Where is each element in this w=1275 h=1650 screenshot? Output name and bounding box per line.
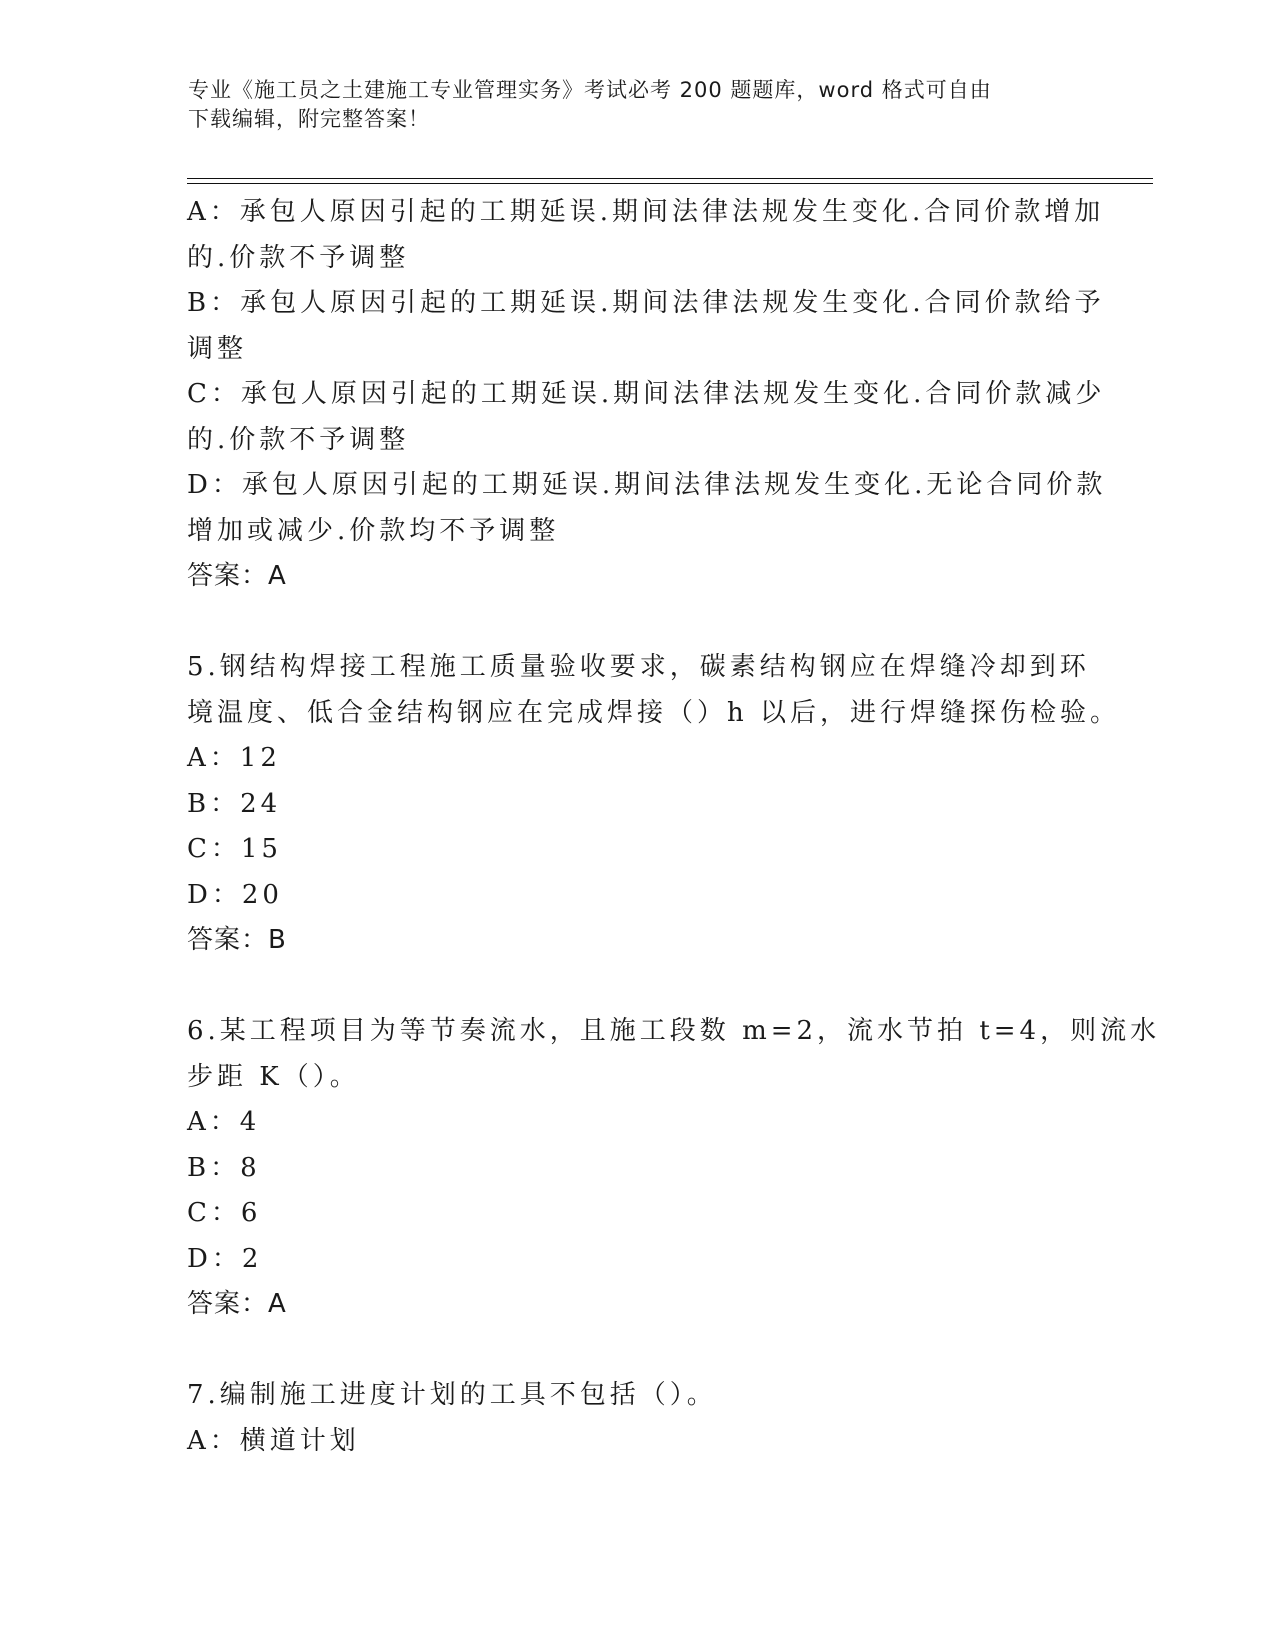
- q4-option-c-line-1: C：承包人原因引起的工期延误.期间法律法规发生变化.合同价款减少: [187, 379, 1106, 409]
- question-spacer: [187, 600, 1087, 646]
- q5-option-b: B：24: [187, 788, 282, 819]
- question-6: [187, 1009, 1161, 1328]
- q4-answer: 答案：A: [187, 561, 287, 591]
- q4-option-d-line-2: 增加或减少.价款均不予调整: [187, 515, 560, 546]
- question-4: [187, 190, 1107, 600]
- question-7: [187, 1373, 1087, 1464]
- header-line-1: 专业《施工员之土建施工专业管理实务》考试必考 200 题题库，word 格式可自由: [188, 78, 992, 102]
- question-list: [187, 190, 1161, 1464]
- header-line-2: 下载编辑，附完整答案！: [188, 107, 430, 131]
- q6-option-b: B：8: [187, 1152, 261, 1183]
- q5-option-d: D：20: [187, 879, 283, 910]
- q4-option-a-line-2: 的.价款不予调整: [187, 242, 410, 273]
- q7-stem-line-1: 7.编制施工进度计划的工具不包括（）。: [187, 1380, 717, 1410]
- q4-option-b-line-2: 调整: [187, 333, 248, 364]
- q5-option-c: C：15: [187, 834, 282, 864]
- header-divider-top: [187, 178, 1153, 179]
- q5-answer: 答案：B: [187, 925, 287, 955]
- q6-stem-line-1: 6.某工程项目为等节奏流水，且施工段数 m=2，流水节拍 t=4，则流水: [187, 1016, 1161, 1046]
- q5-stem-line-2: 境温度、低合金结构钢应在完成焊接（）h 以后，进行焊缝探伤检验。: [187, 697, 1121, 728]
- question-spacer: [187, 964, 1087, 1010]
- question-5: [187, 645, 1121, 964]
- q6-option-c: C：6: [187, 1198, 262, 1228]
- q6-option-d: D：2: [187, 1243, 263, 1274]
- q7-option-a: A：横道计划: [187, 1425, 360, 1456]
- document-header: [188, 76, 1088, 134]
- q5-stem-line-1: 5.钢结构焊接工程施工质量验收要求，碳素结构钢应在焊缝冷却到环: [187, 652, 1090, 682]
- q4-option-b-line-1: B：承包人原因引起的工期延误.期间法律法规发生变化.合同价款给予: [187, 288, 1105, 318]
- q5-option-a: A：12: [187, 743, 281, 773]
- q6-stem-line-2: 步距 K（）。: [187, 1061, 360, 1092]
- question-spacer: [187, 1328, 1087, 1374]
- q6-answer: 答案：A: [187, 1289, 287, 1319]
- q4-option-c-line-2: 的.价款不予调整: [187, 424, 410, 455]
- q6-option-a: A：4: [187, 1107, 261, 1137]
- q4-option-a-line-1: A：承包人原因引起的工期延误.期间法律法规发生变化.合同价款增加: [187, 197, 1105, 227]
- header-divider-bottom: [187, 183, 1153, 184]
- q4-option-d-line-1: D：承包人原因引起的工期延误.期间法律法规发生变化.无论合同价款: [187, 470, 1107, 500]
